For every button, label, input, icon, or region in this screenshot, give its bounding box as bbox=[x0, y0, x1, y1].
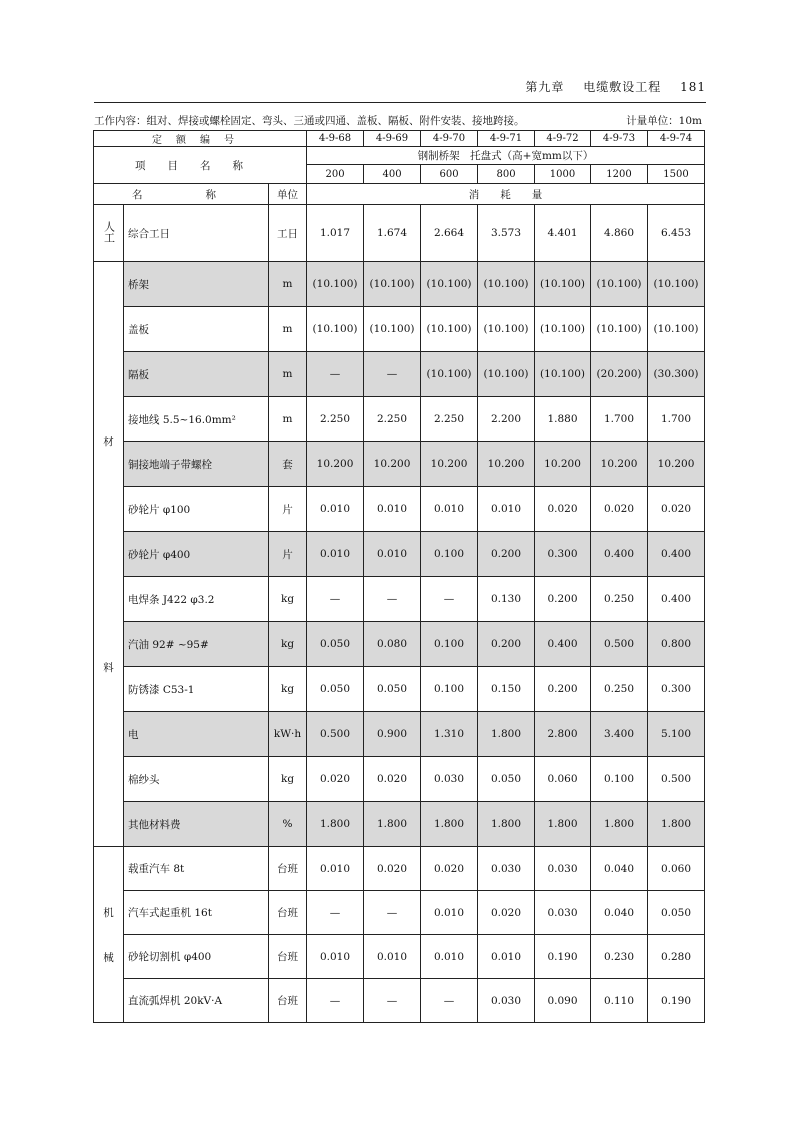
value-cell: (10.100) bbox=[535, 352, 591, 397]
value-cell: 1.017 bbox=[307, 205, 364, 262]
value-cell: (30.300) bbox=[648, 352, 705, 397]
value-cell: — bbox=[421, 979, 478, 1023]
value-cell: 1.310 bbox=[421, 712, 478, 757]
material-row bbox=[94, 622, 705, 667]
value-cell: (10.100) bbox=[421, 307, 478, 352]
value-cell: 3.573 bbox=[478, 205, 535, 262]
row-name: 隔板 bbox=[124, 352, 269, 397]
value-cell: — bbox=[307, 891, 364, 935]
value-cell: 0.030 bbox=[478, 847, 535, 891]
value-cell: (10.100) bbox=[364, 307, 421, 352]
row-name: 汽油 92# ~95# bbox=[124, 622, 269, 667]
row-unit: m bbox=[269, 262, 307, 307]
value-cell: 0.400 bbox=[648, 577, 705, 622]
row-name: 桥架 bbox=[124, 262, 269, 307]
value-cell: 0.010 bbox=[307, 935, 364, 979]
row-unit: 台班 bbox=[269, 891, 307, 935]
value-cell: 0.020 bbox=[648, 487, 705, 532]
size-cell: 400 bbox=[364, 165, 421, 184]
value-cell: — bbox=[421, 577, 478, 622]
material-row bbox=[94, 307, 705, 352]
value-cell: (10.100) bbox=[421, 352, 478, 397]
value-cell: 1.800 bbox=[364, 802, 421, 847]
value-cell: 0.400 bbox=[591, 532, 648, 577]
value-cell: 1.700 bbox=[591, 397, 648, 442]
row-unit: kg bbox=[269, 667, 307, 712]
item-title: 钢制桥架 托盘式（高+宽mm以下） bbox=[307, 147, 705, 165]
value-cell: 0.010 bbox=[364, 935, 421, 979]
value-cell: 2.664 bbox=[421, 205, 478, 262]
row-name: 防锈漆 C53-1 bbox=[124, 667, 269, 712]
value-cell: 0.300 bbox=[648, 667, 705, 712]
value-cell: 5.100 bbox=[648, 712, 705, 757]
value-cell: — bbox=[364, 979, 421, 1023]
machine-row bbox=[94, 847, 705, 891]
value-cell: 0.090 bbox=[535, 979, 591, 1023]
value-cell: 0.190 bbox=[535, 935, 591, 979]
value-cell: 1.880 bbox=[535, 397, 591, 442]
value-cell: 0.020 bbox=[364, 847, 421, 891]
value-cell: 3.400 bbox=[591, 712, 648, 757]
value-cell: 1.800 bbox=[478, 712, 535, 757]
value-cell: (10.100) bbox=[535, 307, 591, 352]
value-cell: 0.200 bbox=[535, 667, 591, 712]
value-cell: 0.500 bbox=[648, 757, 705, 802]
machine-row bbox=[94, 891, 705, 935]
value-cell: 2.250 bbox=[421, 397, 478, 442]
row-unit: 工日 bbox=[269, 205, 307, 262]
row-name: 砂轮切割机 φ400 bbox=[124, 935, 269, 979]
size-cell: 800 bbox=[478, 165, 535, 184]
value-cell: 0.050 bbox=[648, 891, 705, 935]
value-cell: 6.453 bbox=[648, 205, 705, 262]
value-cell: 0.100 bbox=[421, 622, 478, 667]
value-cell: 0.050 bbox=[307, 667, 364, 712]
value-cell: 0.080 bbox=[364, 622, 421, 667]
category-material-label-b: 料 bbox=[103, 661, 114, 674]
row-name: 电 bbox=[124, 712, 269, 757]
row-unit: kW·h bbox=[269, 712, 307, 757]
material-row bbox=[94, 532, 705, 577]
value-cell: 0.010 bbox=[307, 487, 364, 532]
row-name: 电焊条 J422 φ3.2 bbox=[124, 577, 269, 622]
row-name: 砂轮片 φ100 bbox=[124, 487, 269, 532]
material-row bbox=[94, 757, 705, 802]
value-cell: 0.050 bbox=[364, 667, 421, 712]
value-cell: 0.010 bbox=[364, 532, 421, 577]
value-cell: 1.800 bbox=[535, 802, 591, 847]
value-cell: 0.280 bbox=[648, 935, 705, 979]
column-header-row bbox=[94, 184, 705, 205]
value-cell: (10.100) bbox=[307, 307, 364, 352]
value-cell: 0.030 bbox=[535, 847, 591, 891]
code-cell: 4-9-69 bbox=[364, 131, 421, 147]
code-cell: 4-9-74 bbox=[648, 131, 705, 147]
work-content-line bbox=[94, 113, 706, 128]
quota-table bbox=[93, 130, 705, 1023]
value-cell: 0.900 bbox=[364, 712, 421, 757]
row-unit: 台班 bbox=[269, 979, 307, 1023]
value-cell: (10.100) bbox=[591, 307, 648, 352]
value-cell: 0.500 bbox=[307, 712, 364, 757]
row-name: 棉纱头 bbox=[124, 757, 269, 802]
category-material bbox=[94, 262, 124, 847]
value-cell: (10.100) bbox=[535, 262, 591, 307]
codes-row bbox=[94, 131, 705, 147]
value-cell: 0.010 bbox=[421, 935, 478, 979]
row-unit: % bbox=[269, 802, 307, 847]
category-material-label-a: 材 bbox=[103, 435, 114, 448]
value-cell: 1.800 bbox=[421, 802, 478, 847]
value-cell: 0.060 bbox=[648, 847, 705, 891]
value-cell: — bbox=[364, 577, 421, 622]
material-row bbox=[94, 397, 705, 442]
value-cell: 0.010 bbox=[307, 532, 364, 577]
value-cell: 0.300 bbox=[535, 532, 591, 577]
row-unit: 套 bbox=[269, 442, 307, 487]
row-unit: 片 bbox=[269, 487, 307, 532]
category-machine-label-b: 械 bbox=[103, 951, 114, 964]
row-unit: 台班 bbox=[269, 847, 307, 891]
page-header bbox=[94, 72, 706, 103]
value-cell: 0.020 bbox=[591, 487, 648, 532]
value-cell: 0.200 bbox=[478, 532, 535, 577]
value-cell: 0.020 bbox=[478, 891, 535, 935]
value-cell: 2.250 bbox=[307, 397, 364, 442]
size-cell: 1000 bbox=[535, 165, 591, 184]
value-cell: 0.050 bbox=[478, 757, 535, 802]
value-cell: 0.010 bbox=[478, 935, 535, 979]
value-cell: 0.020 bbox=[364, 757, 421, 802]
value-cell: 10.200 bbox=[307, 442, 364, 487]
value-cell: 0.500 bbox=[591, 622, 648, 667]
quota-label: 定额编号 bbox=[94, 131, 307, 147]
value-cell: (10.100) bbox=[421, 262, 478, 307]
value-cell: 0.400 bbox=[648, 532, 705, 577]
code-cell: 4-9-70 bbox=[421, 131, 478, 147]
category-labor bbox=[94, 205, 124, 262]
chapter-heading bbox=[511, 78, 706, 95]
row-name: 汽车式起重机 16t bbox=[124, 891, 269, 935]
value-cell: — bbox=[307, 352, 364, 397]
category-machine bbox=[94, 847, 124, 1023]
material-row bbox=[94, 712, 705, 757]
category-labor-label: 人工 bbox=[102, 220, 116, 243]
measure-unit: 计量单位：10m bbox=[626, 115, 702, 127]
size-cell: 600 bbox=[421, 165, 478, 184]
material-row bbox=[94, 577, 705, 622]
material-row bbox=[94, 802, 705, 847]
value-cell: 0.020 bbox=[535, 487, 591, 532]
value-cell: (10.100) bbox=[648, 262, 705, 307]
value-cell: — bbox=[307, 577, 364, 622]
value-cell: 0.010 bbox=[478, 487, 535, 532]
row-name: 直流弧焊机 20kV·A bbox=[124, 979, 269, 1023]
item-title-row bbox=[94, 147, 705, 165]
code-cell: 4-9-72 bbox=[535, 131, 591, 147]
value-cell: 2.200 bbox=[478, 397, 535, 442]
value-cell: 2.800 bbox=[535, 712, 591, 757]
name-column-header: 名 称 bbox=[94, 184, 269, 205]
value-cell: 0.010 bbox=[421, 487, 478, 532]
chapter-number: 第九章 bbox=[525, 80, 565, 94]
value-cell: 4.401 bbox=[535, 205, 591, 262]
code-cell: 4-9-71 bbox=[478, 131, 535, 147]
value-cell: 10.200 bbox=[421, 442, 478, 487]
value-cell: 0.200 bbox=[535, 577, 591, 622]
value-cell: 1.800 bbox=[591, 802, 648, 847]
page-number: 181 bbox=[680, 80, 706, 94]
value-cell: 0.020 bbox=[421, 847, 478, 891]
value-cell: (10.100) bbox=[648, 307, 705, 352]
value-cell: (10.100) bbox=[478, 352, 535, 397]
value-cell: — bbox=[364, 352, 421, 397]
value-cell: 10.200 bbox=[648, 442, 705, 487]
value-cell: 0.100 bbox=[421, 532, 478, 577]
value-cell: 1.800 bbox=[307, 802, 364, 847]
consume-header: 消 耗 量 bbox=[307, 184, 705, 205]
material-row bbox=[94, 262, 705, 307]
value-cell: 0.020 bbox=[307, 757, 364, 802]
value-cell: 10.200 bbox=[478, 442, 535, 487]
material-row bbox=[94, 667, 705, 712]
value-cell: 0.190 bbox=[648, 979, 705, 1023]
machine-row bbox=[94, 935, 705, 979]
value-cell: — bbox=[307, 979, 364, 1023]
value-cell: 0.100 bbox=[591, 757, 648, 802]
value-cell: 0.100 bbox=[421, 667, 478, 712]
row-name: 其他材料费 bbox=[124, 802, 269, 847]
unit-column-header: 单位 bbox=[269, 184, 307, 205]
value-cell: 0.030 bbox=[535, 891, 591, 935]
value-cell: 0.250 bbox=[591, 667, 648, 712]
row-unit: kg bbox=[269, 757, 307, 802]
value-cell: 0.230 bbox=[591, 935, 648, 979]
value-cell: 0.130 bbox=[478, 577, 535, 622]
value-cell: 10.200 bbox=[535, 442, 591, 487]
value-cell: 1.800 bbox=[648, 802, 705, 847]
value-cell: 0.010 bbox=[364, 487, 421, 532]
labor-row bbox=[94, 205, 705, 262]
row-name: 综合工日 bbox=[124, 205, 269, 262]
item-name-label: 项目名称 bbox=[94, 147, 307, 184]
value-cell: (10.100) bbox=[478, 307, 535, 352]
value-cell: 0.030 bbox=[421, 757, 478, 802]
value-cell: 4.860 bbox=[591, 205, 648, 262]
material-row bbox=[94, 487, 705, 532]
work-content: 工作内容：组对、焊接或螺栓固定、弯头、三通或四通、盖板、隔板、附件安装、接地跨接。 bbox=[94, 115, 525, 127]
row-name: 载重汽车 8t bbox=[124, 847, 269, 891]
value-cell: 0.250 bbox=[591, 577, 648, 622]
value-cell: (10.100) bbox=[364, 262, 421, 307]
machine-row bbox=[94, 979, 705, 1023]
value-cell: — bbox=[364, 891, 421, 935]
row-unit: m bbox=[269, 397, 307, 442]
value-cell: 10.200 bbox=[364, 442, 421, 487]
value-cell: 1.700 bbox=[648, 397, 705, 442]
value-cell: 10.200 bbox=[591, 442, 648, 487]
code-cell: 4-9-73 bbox=[591, 131, 648, 147]
value-cell: 0.400 bbox=[535, 622, 591, 667]
row-name: 接地线 5.5~16.0mm² bbox=[124, 397, 269, 442]
row-unit: 片 bbox=[269, 532, 307, 577]
value-cell: 0.200 bbox=[478, 622, 535, 667]
value-cell: (20.200) bbox=[591, 352, 648, 397]
row-name: 砂轮片 φ400 bbox=[124, 532, 269, 577]
row-name: 盖板 bbox=[124, 307, 269, 352]
value-cell: (10.100) bbox=[307, 262, 364, 307]
material-row bbox=[94, 352, 705, 397]
value-cell: 0.010 bbox=[421, 891, 478, 935]
value-cell: 0.060 bbox=[535, 757, 591, 802]
size-cell: 200 bbox=[307, 165, 364, 184]
value-cell: 0.040 bbox=[591, 847, 648, 891]
row-unit: kg bbox=[269, 622, 307, 667]
value-cell: 0.010 bbox=[307, 847, 364, 891]
category-machine-label-a: 机 bbox=[103, 906, 114, 919]
row-unit: m bbox=[269, 307, 307, 352]
value-cell: 0.110 bbox=[591, 979, 648, 1023]
value-cell: 0.800 bbox=[648, 622, 705, 667]
row-unit: m bbox=[269, 352, 307, 397]
value-cell: 1.674 bbox=[364, 205, 421, 262]
size-cell: 1500 bbox=[648, 165, 705, 184]
code-cell: 4-9-68 bbox=[307, 131, 364, 147]
value-cell: 2.250 bbox=[364, 397, 421, 442]
value-cell: (10.100) bbox=[478, 262, 535, 307]
row-name: 铜接地端子带螺栓 bbox=[124, 442, 269, 487]
value-cell: 0.030 bbox=[478, 979, 535, 1023]
value-cell: (10.100) bbox=[591, 262, 648, 307]
size-cell: 1200 bbox=[591, 165, 648, 184]
value-cell: 0.150 bbox=[478, 667, 535, 712]
value-cell: 0.050 bbox=[307, 622, 364, 667]
value-cell: 1.800 bbox=[478, 802, 535, 847]
material-row bbox=[94, 442, 705, 487]
chapter-title: 电缆敷设工程 bbox=[583, 80, 662, 94]
value-cell: 0.040 bbox=[591, 891, 648, 935]
row-unit: 台班 bbox=[269, 935, 307, 979]
row-unit: kg bbox=[269, 577, 307, 622]
